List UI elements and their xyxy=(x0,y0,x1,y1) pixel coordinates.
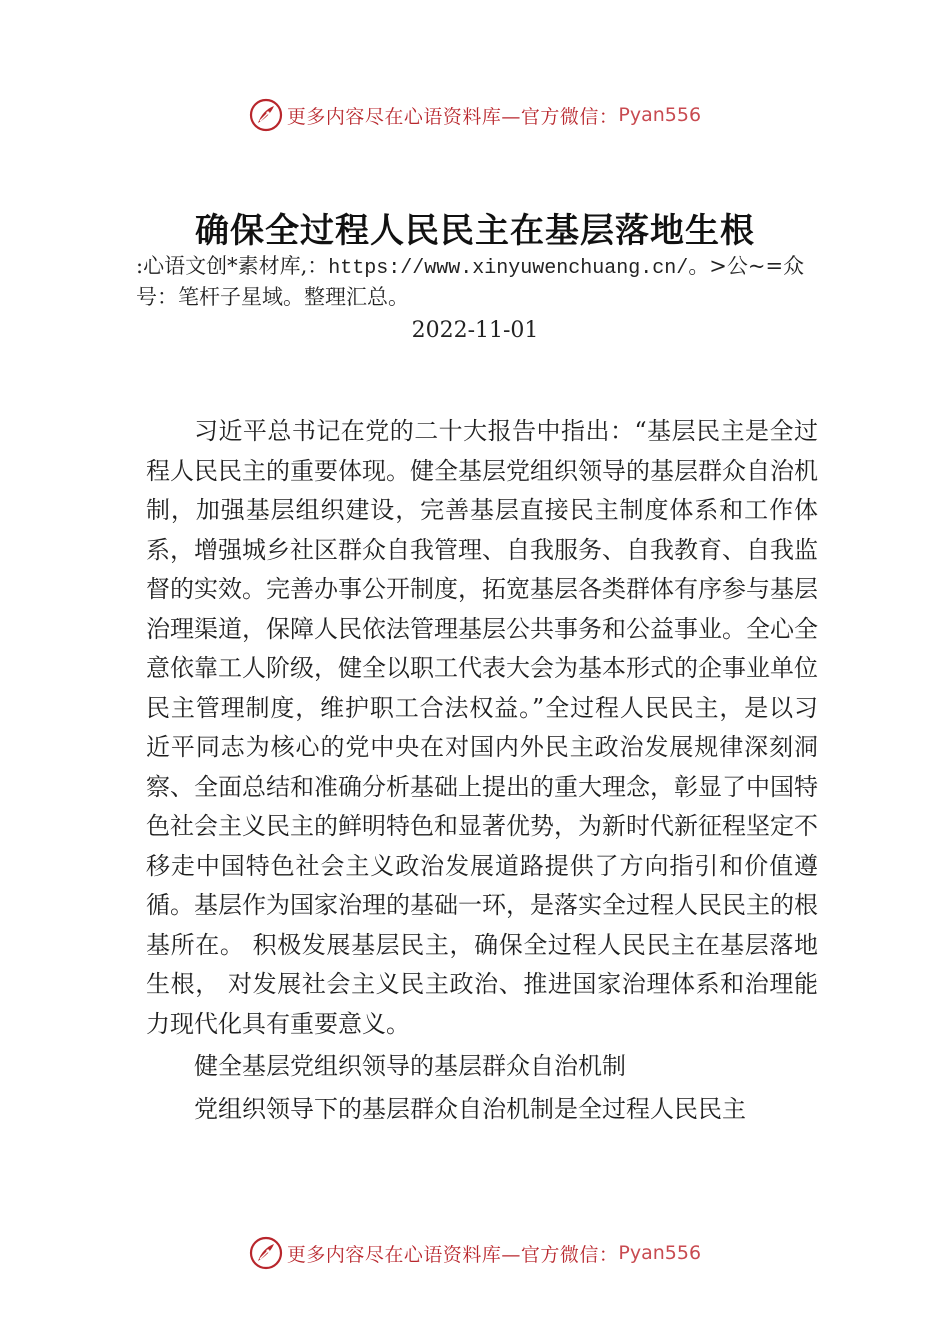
body-paragraph: 党组织领导下的基层群众自治机制是全过程人民民主 xyxy=(194,1094,746,1123)
header-banner xyxy=(0,95,950,135)
document-body xyxy=(146,412,818,1129)
banner-contact: Pyan556 xyxy=(618,104,702,126)
banner-contact: Pyan556 xyxy=(618,1242,702,1264)
section-heading: 健全基层党组织领导的基层群众自治机制 xyxy=(194,1052,626,1080)
source-line xyxy=(136,252,846,312)
source-prefix: :心语文创*素材库,： xyxy=(136,254,329,278)
source-suffix: 。>公~=众号：笔杆子星域。整理汇总。 xyxy=(136,254,805,309)
banner-text: 更多内容尽在心语资料库—官方微信： xyxy=(286,105,619,128)
pen-nib-logo-icon xyxy=(249,98,283,132)
document-title: 确保全过程人民民主在基层落地生根 xyxy=(195,211,755,251)
document-date: 2022-11-01 xyxy=(411,318,539,343)
body-paragraph: 习近平总书记在党的二十大报告中指出：“基层民主是全过程人民民主的重要体现。健全基层党组织领导的基层群众自治机制，加强基层组织建设，完善基层直接民主制度体系和工作体系，增强城乡社区群众自我管理、自我服务、自我教育、自我监督的实效。完善办事公开制度，拓宽基层各类群体有序参与基层治理渠道，保障人民依法管理基层公共事务和公益事业。全心全意依靠工人阶级，健全以职工代表大会为基本形式的企事业单位民主管理制度，维护职工合法权益。”全过程人民民主，是以习近平同志为核心的党中央在对国内外民主政治发展规律深刻洞察、全面总结和准确分析基础上提出的重大理念，彰显了中国特色社会主义民主的鲜明特色和显著优势，为新时代新征程坚定不移走中国特色社会主义政治发展道路提供了方向指引和价值遵循。基层作为国家治理的基础一环，是落实全过程人民民主的根基所在。 积极发展基层民主，确保全过程人民民主在基层落地生根， 对发展社会主义民主政治、推进国家治理体系和治理能力现代化具有重要意义。 xyxy=(146,417,818,1038)
footer-banner xyxy=(0,1233,950,1273)
source-url[interactable]: https://www.xinyuwenchuang.cn/ xyxy=(328,257,689,280)
pen-nib-logo-icon xyxy=(249,1236,283,1270)
banner-text: 更多内容尽在心语资料库—官方微信： xyxy=(286,1243,619,1266)
